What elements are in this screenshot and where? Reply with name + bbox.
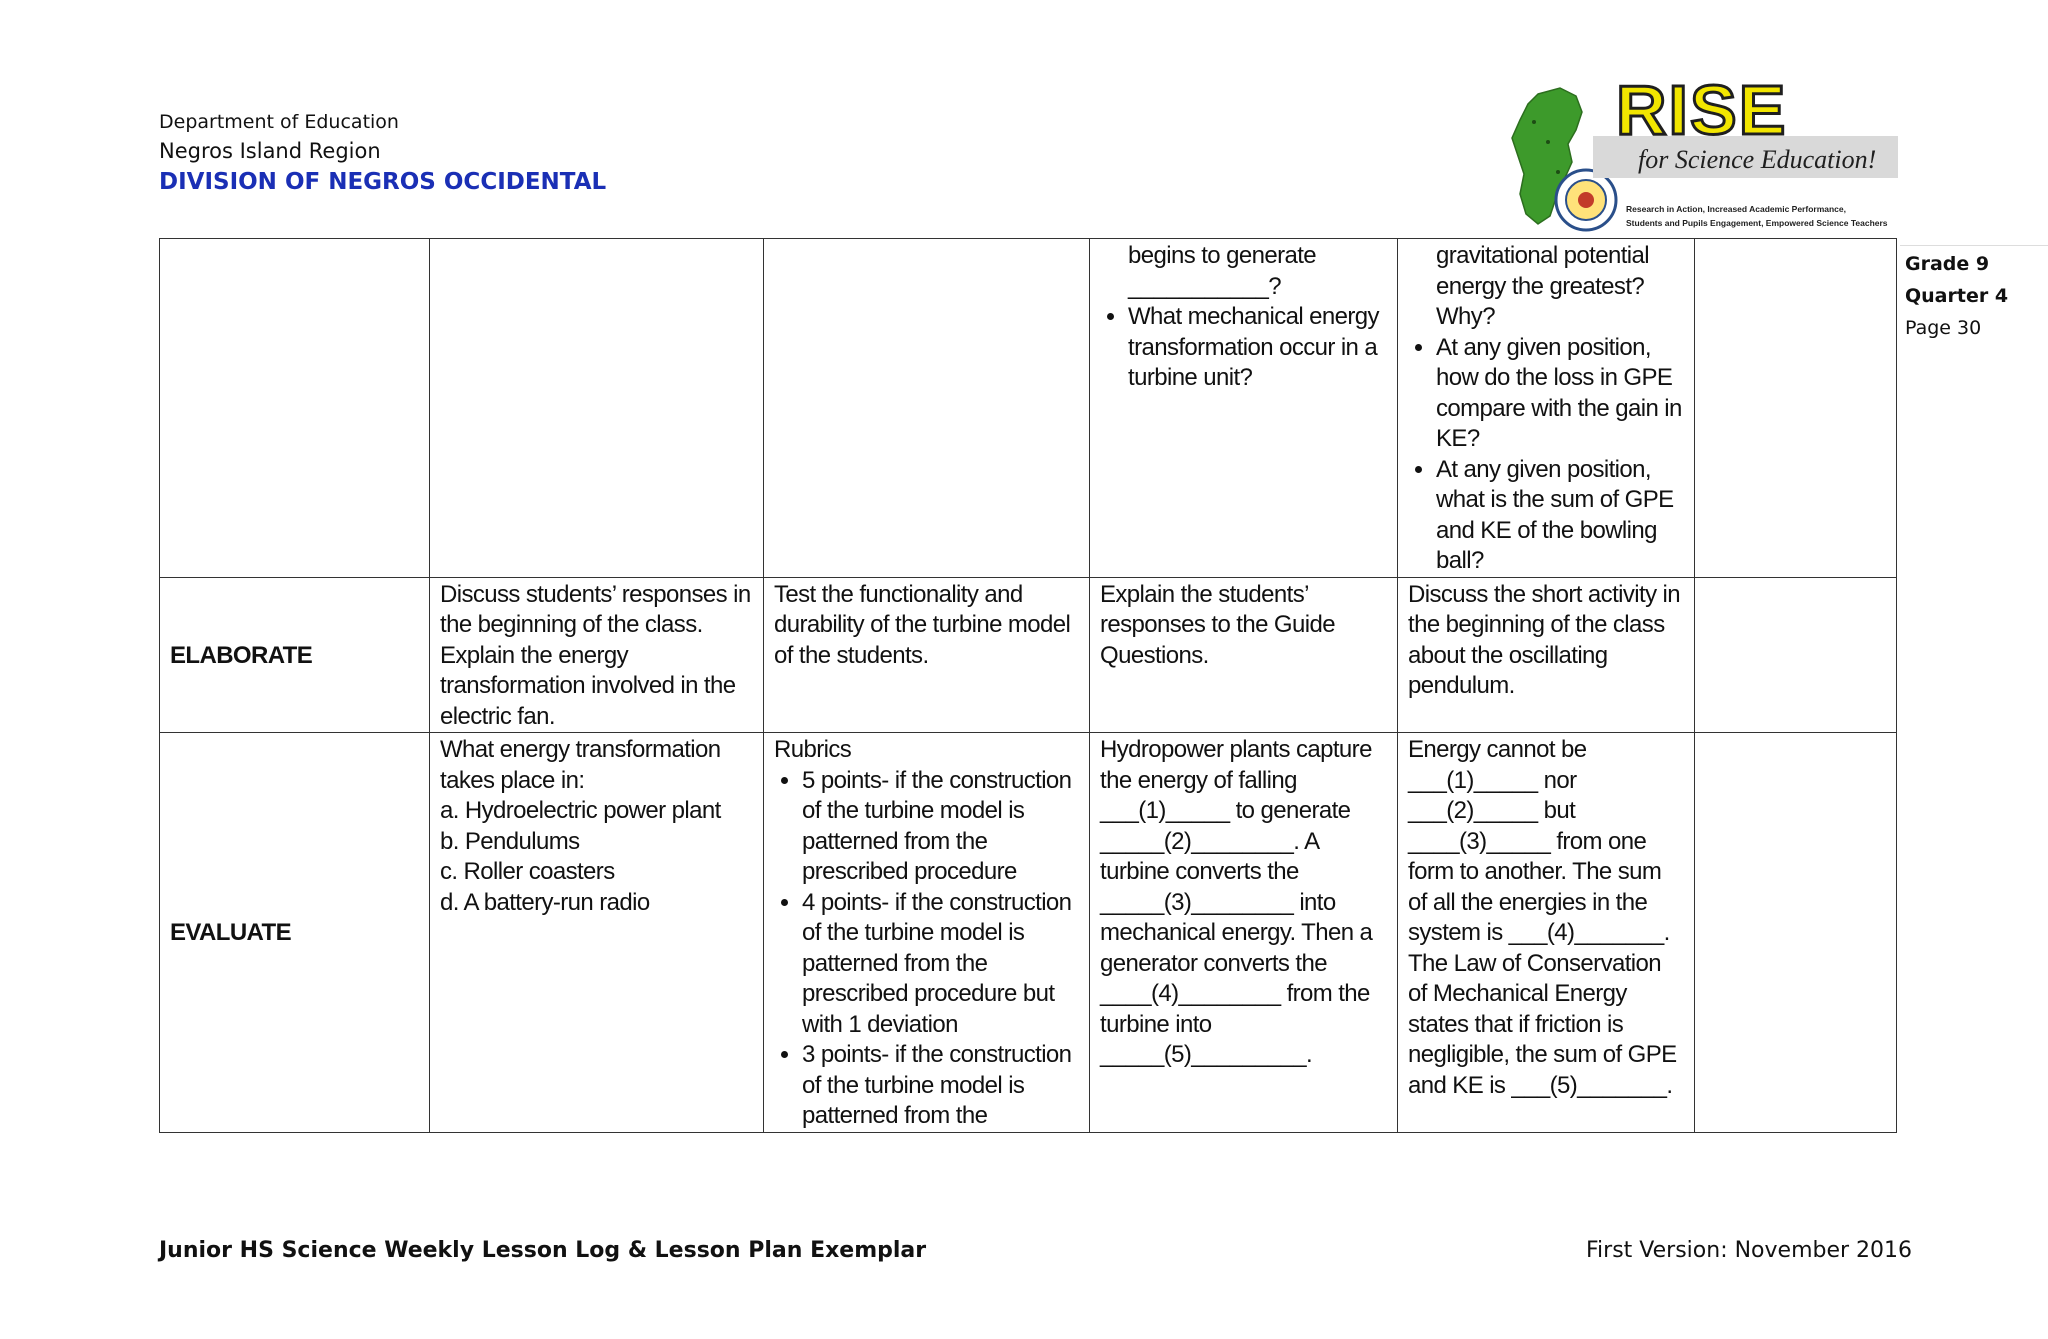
grade-label: Grade 9 bbox=[1905, 253, 1990, 275]
footer-version: First Version: November 2016 bbox=[1586, 1238, 1913, 1263]
list-item: • What mechanical energy transformation occur in a turbine unit? bbox=[1128, 302, 1387, 394]
page-number: Page 30 bbox=[1905, 317, 1982, 339]
text-line: begins to generate bbox=[1128, 242, 1317, 269]
list-item: • At any given position, what is the sum of GPE and KE of the bowling ball? bbox=[1436, 455, 1684, 577]
rubrics-title: Rubrics bbox=[774, 736, 852, 763]
text-line: ___________? bbox=[1128, 272, 1281, 300]
rise-tagline-2: Students and Pupils Engagement, Empowered Science Teachers bbox=[1626, 218, 1888, 228]
page-info bbox=[1905, 248, 2008, 344]
cell-continued-col5 bbox=[1398, 239, 1695, 578]
text-line: gravitational potential bbox=[1436, 242, 1650, 269]
cell-elaborate-col2: Discuss students’ responses in the beginning of the class. Explain the energy transformation involved in the electric fan. bbox=[430, 577, 764, 733]
text-line: a. Hydroelectric power plant bbox=[440, 797, 721, 824]
list-item: • 4 points- if the construction of the turbine model is patterned from the prescribed procedure but with 1 deviation bbox=[802, 888, 1079, 1041]
rise-logo-graphic bbox=[1498, 82, 1898, 236]
cell-evaluate-col4: Hydropower plants capture the energy of falling ___(1)_____ to generate _____(2)________. A turbine converts the _____(3)________ into mechanical energy. Then a generator converts the ____(4)________ from the turbine into _____(5)_________. bbox=[1090, 733, 1398, 1133]
rubrics-list bbox=[774, 766, 1079, 1132]
rise-title: RISE bbox=[1616, 82, 1788, 149]
quarter-label: Quarter 4 bbox=[1905, 285, 2009, 307]
side-rule bbox=[1900, 245, 2048, 246]
cell-evaluate-col3 bbox=[764, 733, 1090, 1133]
island-dots bbox=[1532, 120, 1536, 124]
cell-evaluate-col5: Energy cannot be ___(1)_____ nor ___(2)_____ but ____(3)_____ from one form to another. The sum of all the energies in the system is ___(4)_______. The Law of Conservation of Mechanical Energy states that if friction is negligible, the sum of GPE and KE is ___(5)_______. bbox=[1398, 733, 1695, 1133]
table-row-elaborate bbox=[160, 577, 1897, 733]
text-line: c. Roller coasters bbox=[440, 858, 615, 885]
cell-empty bbox=[430, 239, 764, 578]
cell-empty bbox=[1695, 239, 1897, 578]
rise-tagline-1: Research in Action, Increased Academic Performance, bbox=[1626, 204, 1846, 214]
list-item: • 5 points- if the construction of the turbine model is patterned from the prescribed procedure bbox=[802, 766, 1079, 888]
text-line: d. A battery-run radio bbox=[440, 888, 650, 916]
text-line: What energy transformation bbox=[440, 736, 721, 763]
text-line: energy the greatest? bbox=[1436, 272, 1645, 300]
lesson-plan-table bbox=[159, 238, 1897, 1133]
list-item: • 3 points- if the construction of the turbine model is patterned from the bbox=[802, 1040, 1079, 1132]
cell-empty bbox=[1695, 577, 1897, 733]
text-line: takes place in: bbox=[440, 766, 585, 794]
cell-empty bbox=[764, 239, 1090, 578]
cell-elaborate-col4: Explain the students’ responses to the Guide Questions. bbox=[1090, 577, 1398, 733]
cell-elaborate-col3: Test the functionality and durability of the turbine model of the students. bbox=[764, 577, 1090, 733]
phase-label-elaborate: ELABORATE bbox=[160, 577, 430, 733]
text-line: b. Pendulums bbox=[440, 827, 580, 855]
department-line: Department of Education bbox=[159, 111, 399, 133]
question-list bbox=[1100, 302, 1387, 394]
cell-phase-empty bbox=[160, 239, 430, 578]
table-row-continued bbox=[160, 239, 1897, 578]
cell-empty bbox=[1695, 733, 1897, 1133]
rise-subtitle: for Science Education! bbox=[1638, 145, 1877, 174]
cell-elaborate-col5: Discuss the short activity in the beginning of the class about the oscillating pendulum. bbox=[1398, 577, 1695, 733]
region-line: Negros Island Region bbox=[159, 139, 381, 163]
footer-title: Junior HS Science Weekly Lesson Log & Lesson Plan Exemplar bbox=[159, 1238, 927, 1263]
cell-evaluate-col2 bbox=[430, 733, 764, 1133]
question-list bbox=[1408, 333, 1684, 577]
phase-label-evaluate: EVALUATE bbox=[160, 733, 430, 1133]
cell-continued-col4 bbox=[1090, 239, 1398, 578]
text-line: Why? bbox=[1436, 303, 1495, 330]
division-line: DIVISION OF NEGROS OCCIDENTAL bbox=[159, 169, 607, 195]
rise-logo bbox=[1498, 82, 1898, 236]
list-item: • At any given position, how do the loss in GPE compare with the gain in KE? bbox=[1436, 333, 1684, 455]
document-header bbox=[159, 108, 606, 198]
table-row-evaluate bbox=[160, 733, 1897, 1133]
